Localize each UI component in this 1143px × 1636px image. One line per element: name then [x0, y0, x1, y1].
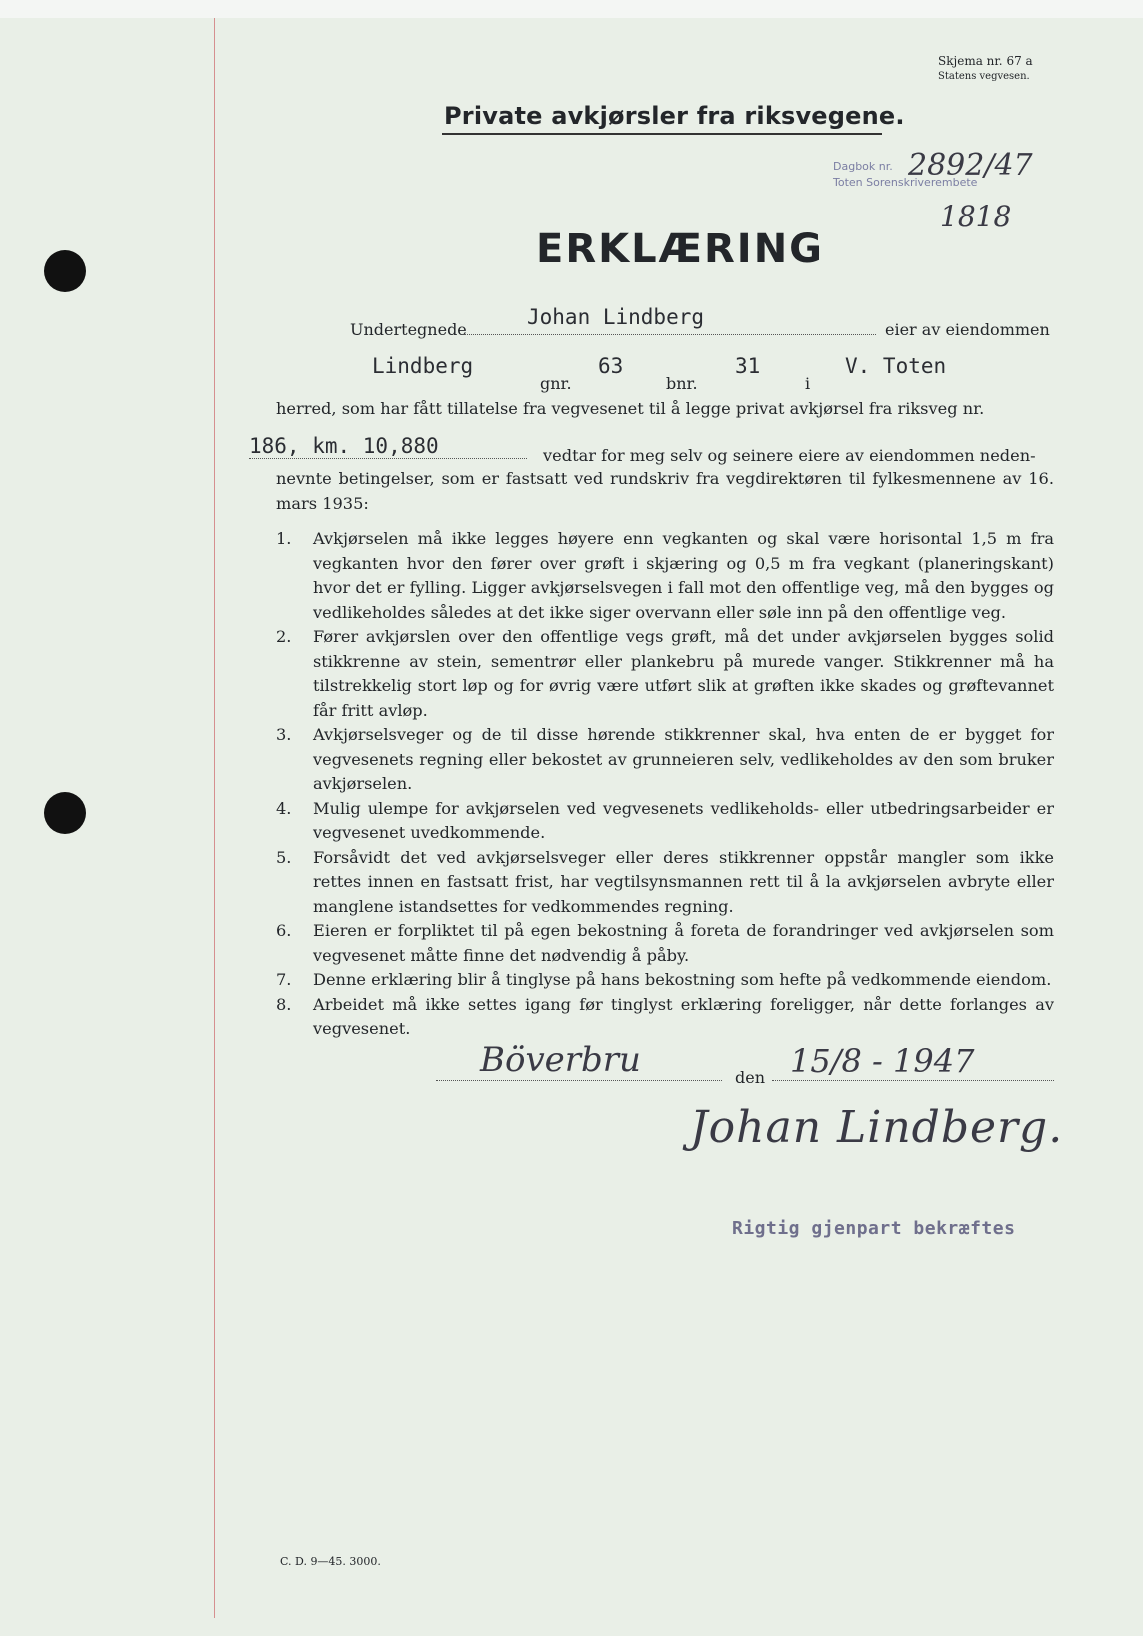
bnr-label: bnr.	[666, 374, 698, 393]
date-line	[772, 1080, 1054, 1081]
list-item	[276, 993, 1054, 1042]
property-name: Lindberg	[372, 354, 474, 378]
form-code-agency: Statens vegvesen.	[938, 71, 1030, 82]
place-line	[436, 1080, 722, 1081]
page-top-edge	[0, 0, 1143, 18]
margin-line	[214, 18, 215, 1618]
condition-text: Fører avkjørslen over den offentlige vegs grøft, må det under avkjørselen bygges solid stikkrenne av stein, sementrør eller plankebru på murede vanger. Stikkrenner må ha tilstrekkelig stort løp og for øvrig være utført slik at grøften ikke skades og grøftevannet får fritt avløp.	[313, 627, 1054, 720]
certification-stamp: Rigtig gjenpart bekræftes	[732, 1218, 1016, 1239]
condition-text: Mulig ulempe for avkjørselen ved vegvesenets vedlikeholds- eller utbedringsarbeider er vegvesenet uvedkommende.	[313, 798, 1054, 842]
road-reference: 186, km. 10,880	[249, 434, 439, 458]
gnr-value: 63	[598, 354, 624, 378]
signature-date: 15/8 - 1947	[790, 1042, 975, 1080]
condition-number: 6.	[276, 921, 292, 940]
condition-number: 7.	[276, 970, 292, 989]
signature-name: Johan Lindberg.	[690, 1102, 1064, 1153]
condition-text: Avkjørselsveger og de til disse hørende stikkrenner skal, hva enten de er bygget for vegvesenets regning eller bekostet av grunneieren selv, vedlikeholdes av den som bruker avkjørselen.	[313, 725, 1054, 793]
bnr-value: 31	[735, 354, 761, 378]
punch-hole-icon	[44, 250, 86, 292]
registration-number: 2892/47	[908, 148, 1033, 183]
i-label: i	[805, 374, 811, 393]
list-item	[276, 968, 1054, 993]
condition-text: Arbeidet må ikke settes igang før tinglyst erklæring foreligger, når dette forlanges av vegvesenet.	[313, 994, 1054, 1038]
form-header: Private avkjørsler fra riksvegene.	[444, 102, 905, 130]
eier-label: eier av eiendommen	[885, 320, 1050, 339]
road-reference-line	[249, 458, 527, 459]
condition-text: Denne erklæring blir å tinglyse på hans bekostning som hefte på vedkommende eiendom.	[313, 970, 1052, 989]
list-item	[276, 797, 1054, 846]
vedtar-text-rest: nevnte betingelser, som er fastsatt ved rundskriv fra vegdirektøren til fylkesmennene av 16. mars 1935:	[276, 469, 1054, 513]
vedtar-text-first: vedtar for meg selv og seinere eiere av eiendommen neden-	[543, 446, 1036, 465]
conditions-list	[276, 527, 1054, 1042]
form-code	[938, 54, 1033, 84]
header-underline	[442, 133, 882, 135]
form-code-number: Skjema nr. 67 a	[938, 54, 1033, 68]
condition-text: Eieren er forpliktet til på egen bekostning å foreta de forandringer ved avkjørselen som vegvesenet måtte finne det nødvendig å påby.	[313, 921, 1054, 965]
punch-hole-icon	[44, 792, 86, 834]
condition-number: 4.	[276, 798, 292, 818]
condition-number: 5.	[276, 847, 292, 867]
condition-text: Avkjørselen må ikke legges høyere enn vegkanten og skal være horisontal 1,5 m fra vegkanten hvor den fører over grøft i skjæring og 0,5 m fra vegkant (planeringskant) hvor det er fylling. Ligger avkjørselsvegen i fall mot den offentlige veg, må den bygges og vedlikeholdes således at det ikke siger overvann eller søle inn på den offentlige veg.	[313, 529, 1054, 622]
herred-text: herred, som har fått tillatelse fra vegvesenet til å legge privat avkjørsel fra riksveg nr.	[276, 399, 985, 418]
undertegnede-label: Undertegnede	[350, 320, 467, 339]
condition-number: 1.	[276, 529, 292, 548]
list-item	[276, 723, 1054, 797]
owner-name-line	[464, 334, 876, 335]
registration-stamp-line1: Dagbok nr.	[833, 160, 893, 173]
list-item	[276, 846, 1054, 920]
list-item	[276, 919, 1054, 968]
condition-number: 8.	[276, 994, 292, 1014]
municipality: V. Toten	[845, 354, 947, 378]
list-item	[276, 527, 1054, 625]
condition-number: 3.	[276, 725, 292, 744]
condition-text: Forsåvidt det ved avkjørselsveger eller deres stikkrenner oppstår mangler som ikke rettes innen en fastsatt frist, har vegtilsynsmannen rett til å la avkjørselen avbryte eller manglene istandsettes for vedkommendes regning.	[313, 847, 1054, 916]
registration-stamp-line2: Toten Sorenskriverembete	[833, 176, 978, 189]
date-label: den	[735, 1068, 766, 1087]
footer-code: C. D. 9—45. 3000.	[280, 1555, 381, 1568]
condition-number: 2.	[276, 627, 292, 646]
page-title: ERKLÆRING	[536, 226, 824, 272]
registration-sub-number: 1818	[940, 200, 1012, 233]
signature-place: Böverbru	[480, 1040, 641, 1080]
owner-name: Johan Lindberg	[527, 305, 705, 329]
list-item	[276, 625, 1054, 723]
gnr-label: gnr.	[540, 374, 572, 393]
